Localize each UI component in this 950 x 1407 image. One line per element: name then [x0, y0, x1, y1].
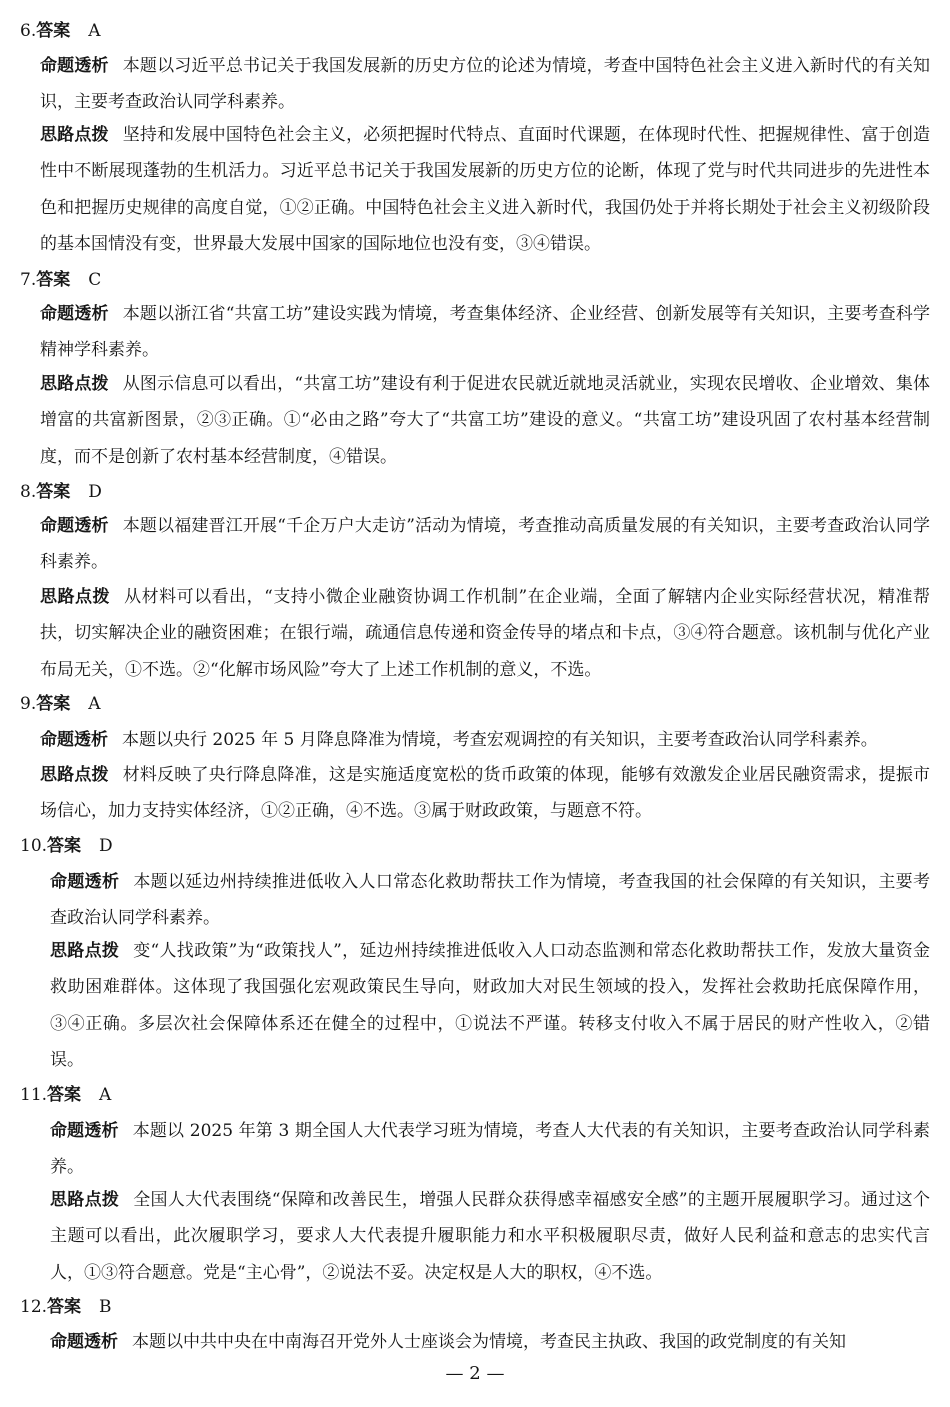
question-number: 12. — [20, 1297, 48, 1317]
hint-label: 思路点拨 — [40, 374, 109, 394]
proposition-analysis — [40, 722, 930, 758]
answer-line — [20, 270, 101, 290]
hint-text: 材料反映了央行降息降准，这是实施适度宽松的货币政策的体现，能够有效激发企业居民融资需求，提振市场信心，加力支持实体经济，①②正确，④不选。③属于财政政策，与题意不符。 — [40, 765, 931, 822]
solution-hint — [40, 757, 930, 830]
analysis-label: 命题透析 — [40, 730, 108, 750]
answer-value: C — [88, 270, 102, 290]
answer-label: 答案 — [47, 1297, 82, 1317]
answer-value: D — [88, 482, 102, 502]
question-number: 11. — [20, 1085, 48, 1105]
hint-text: 坚持和发展中国特色社会主义，必须把握时代特点、直面时代课题，在体现时代性、把握规律性、富于创造性中不断展现蓬勃的生机活力。习近平总书记关于我国发展新的历史方位的论断，体现了党与时代共同进步的先进性本色和把握历史规律的高度自觉，①②正确。中国特色社会主义进入新时代，我国仍处于并将长期处于社会主义初级阶段的基本国情没有变，世界最大发展中国家的国际地位也没有变，③④错误。 — [40, 125, 931, 255]
answer-line — [20, 482, 102, 502]
answer-line — [20, 1085, 111, 1105]
hint-text: 从图示信息可以看出，“共富工坊”建设有利于促进农民就近就地灵活就业，实现农民增收、企业增效、集体增富的共富新图景，②③正确。①“必由之路”夸大了“共富工坊”建设的意义。“共富工坊”建设巩固了农村基本经营制度，而不是创新了农村基本经营制度，④错误。 — [40, 374, 931, 467]
proposition-analysis — [50, 1113, 930, 1186]
analysis-label: 命题透析 — [50, 872, 120, 892]
page-number: — 2 — — [445, 1363, 505, 1384]
analysis-label: 命题透析 — [50, 1121, 119, 1141]
hint-label: 思路点拨 — [40, 125, 109, 145]
proposition-analysis — [40, 508, 930, 581]
solution-hint — [50, 1182, 930, 1291]
analysis-text: 本题以中共中央在中南海召开党外人士座谈会为情境，考查民主执政、我国的政党制度的有关知 — [132, 1332, 846, 1352]
proposition-analysis — [50, 864, 930, 937]
answer-value: A — [88, 694, 101, 714]
analysis-label: 命题透析 — [40, 56, 109, 76]
analysis-text: 本题以浙江省“共富工坊”建设实践为情境，考查集体经济、企业经营、创新发展等有关知识，主要考查科学精神学科素养。 — [40, 304, 931, 361]
question-number: 7. — [20, 270, 37, 290]
hint-text: 全国人大代表围绕“保障和改善民生，增强人民群众获得感幸福感安全感”的主题开展履职学习。通过这个主题可以看出，此次履职学习，要求人大代表提升履职能力和水平积极履职尽责，做好人民利益和意志的忠实代言人，①③符合题意。党是“主心骨”，②说法不妥。决定权是人大的职权，④不选。 — [50, 1190, 930, 1283]
hint-label: 思路点拨 — [40, 765, 109, 785]
answer-line — [20, 836, 113, 856]
answer-label: 答案 — [47, 1085, 82, 1105]
hint-label: 思路点拨 — [50, 1190, 120, 1210]
solution-hint — [40, 117, 930, 263]
answer-value: B — [99, 1297, 112, 1317]
answer-line — [20, 21, 101, 41]
solution-hint — [40, 366, 930, 475]
proposition-analysis — [50, 1324, 930, 1361]
answer-label: 答案 — [36, 482, 71, 502]
hint-text: 变“人找政策”为“政策找人”，延边州持续推进低收入人口动态监测和常态化救助帮扶工作，发放大量资金救助困难群体。这体现了我国强化宏观政策民生导向，财政加大对民生领域的投入，发挥社会救助托底保障作用，③④正确。多层次社会保障体系还在健全的过程中，①说法不严谨。转移支付收入不属于居民的财产性收入，②错误。 — [50, 941, 931, 1071]
hint-label: 思路点拨 — [50, 941, 120, 961]
solution-hint — [40, 579, 930, 688]
answer-line — [20, 1297, 112, 1317]
answer-value: A — [88, 21, 101, 41]
proposition-analysis — [40, 296, 930, 369]
answer-label: 答案 — [47, 836, 82, 856]
analysis-label: 命题透析 — [50, 1332, 118, 1352]
proposition-analysis — [40, 48, 930, 121]
question-number: 9. — [20, 694, 37, 714]
question-number: 6. — [20, 21, 37, 41]
analysis-text: 本题以延边州持续推进低收入人口常态化救助帮扶工作为情境，考查我国的社会保障的有关知识，主要考查政治认同学科素养。 — [50, 872, 931, 929]
answer-label: 答案 — [36, 21, 71, 41]
analysis-text: 本题以福建晋江开展“千企万户大走访”活动为情境，考查推动高质量发展的有关知识，主要考查政治认同学科素养。 — [40, 516, 931, 573]
answer-label: 答案 — [36, 270, 71, 290]
analysis-text: 本题以央行 2025 年 5 月降息降准为情境，考查宏观调控的有关知识，主要考查政治认同学科素养。 — [122, 730, 878, 750]
analysis-text: 本题以习近平总书记关于我国发展新的历史方位的论述为情境，考查中国特色社会主义进入新时代的有关知识，主要考查政治认同学科素养。 — [40, 56, 931, 113]
analysis-label: 命题透析 — [40, 304, 109, 324]
answer-value: A — [99, 1085, 112, 1105]
analysis-label: 命题透析 — [40, 516, 109, 536]
answer-line — [20, 694, 101, 714]
answer-label: 答案 — [36, 694, 71, 714]
hint-label: 思路点拨 — [40, 587, 111, 607]
analysis-text: 本题以 2025 年第 3 期全国人大代表学习班为情境，考查人大代表的有关知识，主要考查政治认同学科素养。 — [50, 1121, 930, 1178]
question-number: 8. — [20, 482, 37, 502]
answer-value: D — [99, 836, 113, 856]
solution-hint — [50, 933, 930, 1079]
hint-text: 从材料可以看出，“支持小微企业融资协调工作机制”在企业端，全面了解辖内企业实际经营状况，精准帮扶，切实解决企业的融资困难；在银行端，疏通信息传递和资金传导的堵点和卡点，③④符合题意。该机制与优化产业布局无关，①不选。②“化解市场风险”夸大了上述工作机制的意义，不选。 — [40, 587, 931, 680]
question-number: 10. — [20, 836, 48, 856]
